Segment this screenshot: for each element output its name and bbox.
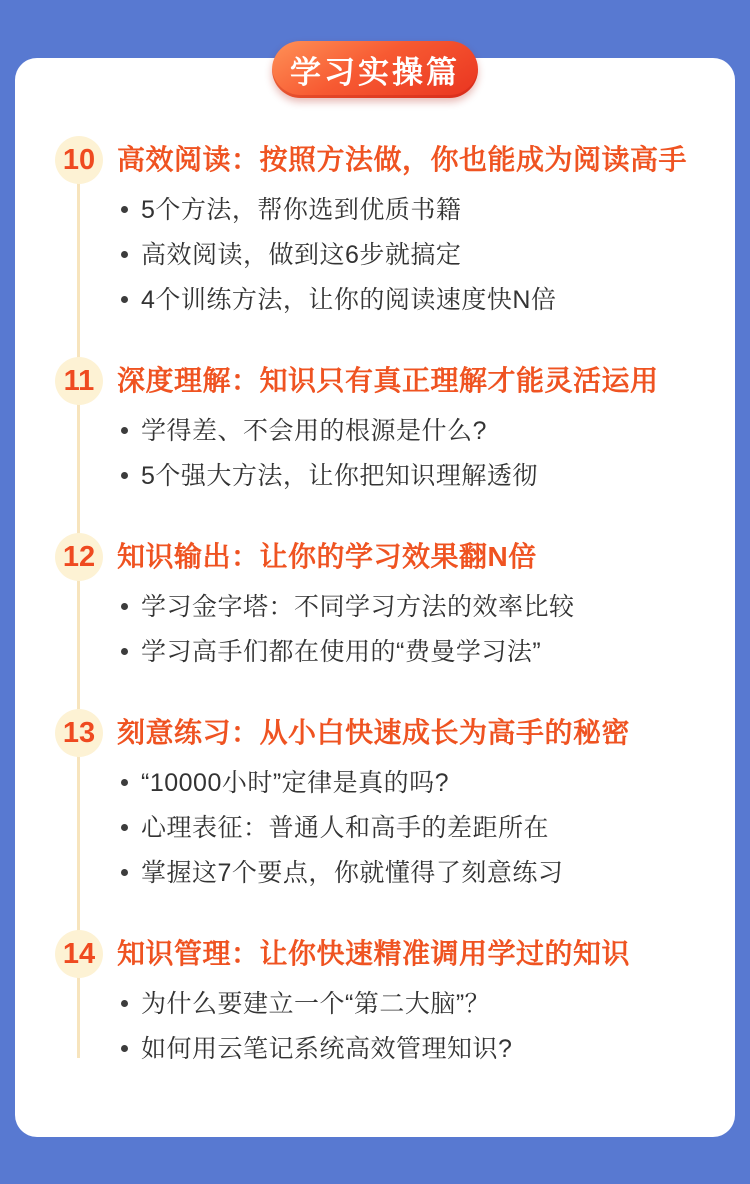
bullet-dot xyxy=(121,648,128,655)
number-badge xyxy=(55,709,103,757)
section-number: 13 xyxy=(62,716,96,749)
bullet-dot xyxy=(121,1000,128,1007)
section-12 xyxy=(55,533,709,675)
bullet-dot xyxy=(121,603,128,610)
bullet-text: “10000小时”定律是真的吗? xyxy=(141,769,450,797)
section-body xyxy=(117,533,709,675)
section-title: 知识管理：让你快速精准调用学过的知识 xyxy=(117,938,631,969)
content-card xyxy=(15,58,735,1137)
bullet-text: 5个强大方法，让你把知识理解透彻 xyxy=(141,462,538,490)
section-body xyxy=(117,930,709,1072)
section-title: 知识输出：让你的学习效果翻N倍 xyxy=(117,541,537,572)
timeline-connector xyxy=(77,733,80,936)
bullet-text: 如何用云笔记系统高效管理知识? xyxy=(141,1035,513,1063)
bullet-list xyxy=(117,188,709,323)
timeline-connector xyxy=(77,160,80,363)
list-item xyxy=(117,630,709,675)
section-number: 14 xyxy=(62,937,96,970)
section-10 xyxy=(55,136,709,323)
section-body xyxy=(117,136,709,323)
list-item xyxy=(117,409,709,454)
bullet-list xyxy=(117,982,709,1072)
bullet-dot xyxy=(121,472,128,479)
number-badge xyxy=(55,357,103,405)
bullet-dot xyxy=(121,779,128,786)
bullet-text: 为什么要建立一个“第二大脑”？ xyxy=(141,990,491,1018)
bullet-dot xyxy=(121,427,128,434)
list-item xyxy=(117,982,709,1027)
list-item xyxy=(117,1027,709,1072)
bullet-list xyxy=(117,409,709,499)
list-item xyxy=(117,585,709,630)
section-14 xyxy=(55,930,709,1072)
bullet-text: 4个训练方法，让你的阅读速度快N倍 xyxy=(141,286,557,314)
list-item xyxy=(117,278,709,323)
number-badge xyxy=(55,930,103,978)
bullet-text: 心理表征：普通人和高手的差距所在 xyxy=(141,814,550,842)
list-item xyxy=(117,233,709,278)
number-badge xyxy=(55,136,103,184)
bullet-dot xyxy=(121,251,128,258)
section-number: 11 xyxy=(63,364,95,397)
section-title: 深度理解：知识只有真正理解才能灵活运用 xyxy=(117,365,659,396)
list-item xyxy=(117,806,709,851)
bullet-list xyxy=(117,585,709,675)
bullet-dot xyxy=(121,1045,128,1052)
bullet-dot xyxy=(121,824,128,831)
bullet-dot xyxy=(121,869,128,876)
section-title: 高效阅读：按照方法做，你也能成为阅读高手 xyxy=(117,144,688,175)
section-body xyxy=(117,357,709,499)
badge-label: 学习实操篇 xyxy=(290,55,460,90)
section-body xyxy=(117,709,709,896)
bullet-text: 学习金字塔：不同学习方法的效率比较 xyxy=(141,593,575,621)
section-title: 刻意练习：从小白快速成长为高手的秘密 xyxy=(117,717,631,748)
section-number: 12 xyxy=(62,540,96,573)
number-badge xyxy=(55,533,103,581)
list-item xyxy=(117,454,709,499)
section-11 xyxy=(55,357,709,499)
list-item xyxy=(117,851,709,896)
bullet-text: 高效阅读，做到这6步就搞定 xyxy=(141,241,462,269)
bullet-text: 掌握这7个要点，你就懂得了刻意练习 xyxy=(141,859,564,887)
section-number: 10 xyxy=(62,143,96,176)
bullet-dot xyxy=(121,206,128,213)
bullet-dot xyxy=(121,296,128,303)
list-item xyxy=(117,761,709,806)
section-badge xyxy=(272,41,478,98)
bullet-text: 学习高手们都在使用的“费曼学习法” xyxy=(141,638,542,666)
section-13 xyxy=(55,709,709,896)
bullet-text: 5个方法，帮你选到优质书籍 xyxy=(141,196,462,224)
list-item xyxy=(117,188,709,233)
bullet-text: 学得差、不会用的根源是什么? xyxy=(141,417,487,445)
bullet-list xyxy=(117,761,709,896)
